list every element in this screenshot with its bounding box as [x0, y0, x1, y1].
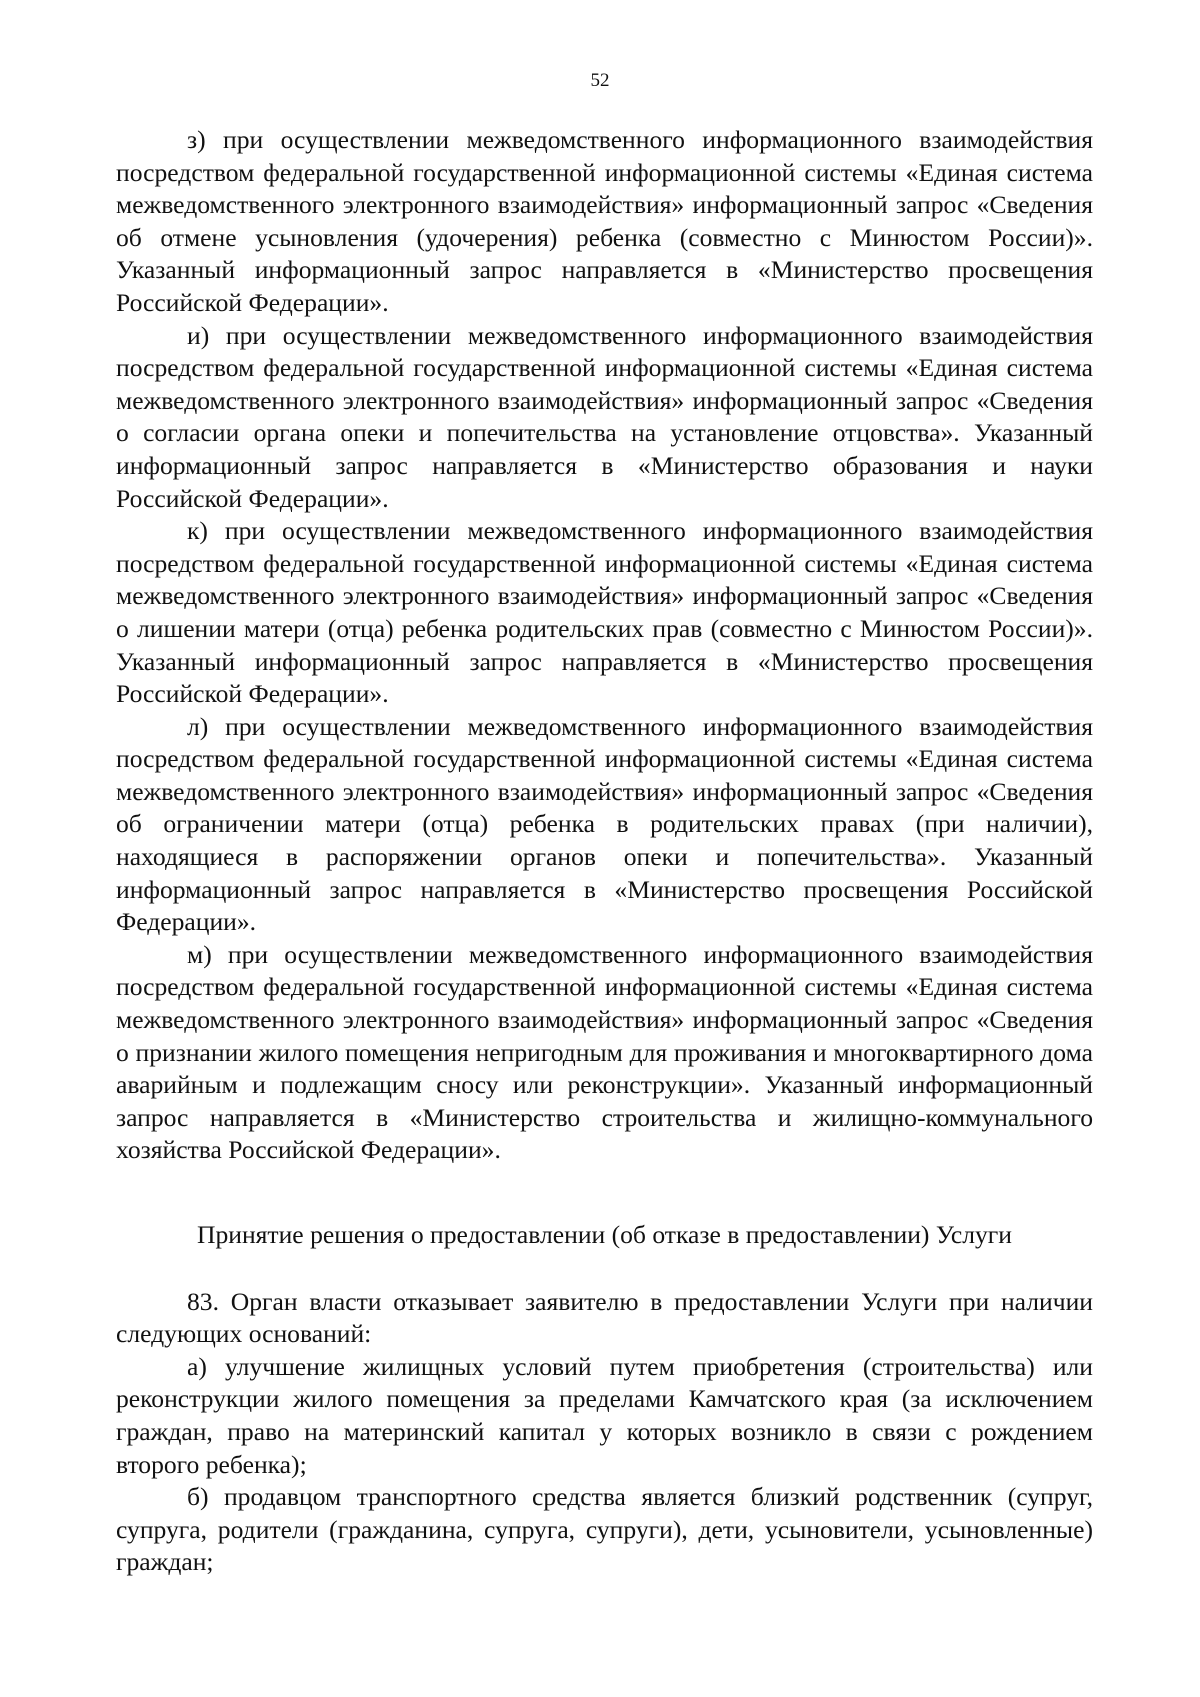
document-body	[116, 124, 1093, 1579]
paragraph-83: 83. Орган власти отказывает заявителю в предоставлении Услуги при наличии следующих оснований:	[116, 1286, 1093, 1349]
paragraph-z: з) при осуществлении межведомственного информационного взаимодействия посредством федеральной государственной информационной системы «Единая система межведомственного электронного взаимодействия» информационный запрос «Сведения об отмене усыновления (удочерения) ребенка (совместно с Минюстом России)». Указанный информационный запрос направляется в «Министерство просвещения Российской Федерации».	[116, 125, 1093, 317]
page-number: 52	[590, 70, 610, 91]
paragraph-a: а) улучшение жилищных условий путем приобретения (строительства) или реконструкции жилого помещения за пределами Камчатского края (за исключением граждан, право на материнский капитал у которых возникло в связи с рождением второго ребенка);	[116, 1351, 1093, 1479]
paragraph-m: м) при осуществлении межведомственного информационного взаимодействия посредством федеральной государственной информационной системы «Единая система межведомственного электронного взаимодействия» информационный запрос «Сведения о признании жилого помещения непригодным для проживания и многоквартирного дома аварийным и подлежащим сносу или реконструкции». Указанный информационный запрос направляется в «Министерство строительства и жилищно-коммунального хозяйства Российской Федерации».	[116, 939, 1093, 1165]
paragraph-k: к) при осуществлении межведомственного информационного взаимодействия посредством федеральной государственной информационной системы «Единая система межведомственного электронного взаимодействия» информационный запрос «Сведения о лишении матери (отца) ребенка родительских прав (совместно с Минюстом России)». Указанный информационный запрос направляется в «Министерство просвещения Российской Федерации».	[116, 516, 1093, 709]
paragraph-b: б) продавцом транспортного средства является близкий родственник (супруг, супруга, родители (гражданина, супруга, супруги), дети, усыновители, усыновленные) граждан;	[116, 1482, 1093, 1577]
paragraph-i: и) при осуществлении межведомственного информационного взаимодействия посредством федеральной государственной информационной системы «Единая система межведомственного электронного взаимодействия» информационный запрос «Сведения о согласии органа опеки и попечительства на установление отцовства». Указанный информационный запрос направляется в «Министерство образования и науки Российской Федерации».	[116, 320, 1093, 513]
paragraph-l: л) при осуществлении межведомственного информационного взаимодействия посредством федеральной государственной информационной системы «Единая система межведомственного электронного взаимодействия» информационный запрос «Сведения об ограничении матери (отца) ребенка в родительских правах (при наличии), находящиеся в распоряжении органов опеки и попечительства». Указанный информационный запрос направляется в «Министерство просвещения Российской Федерации».	[116, 711, 1093, 937]
section-heading: Принятие решения о предоставлении (об отказе в предоставлении) Услуги	[196, 1220, 1012, 1249]
